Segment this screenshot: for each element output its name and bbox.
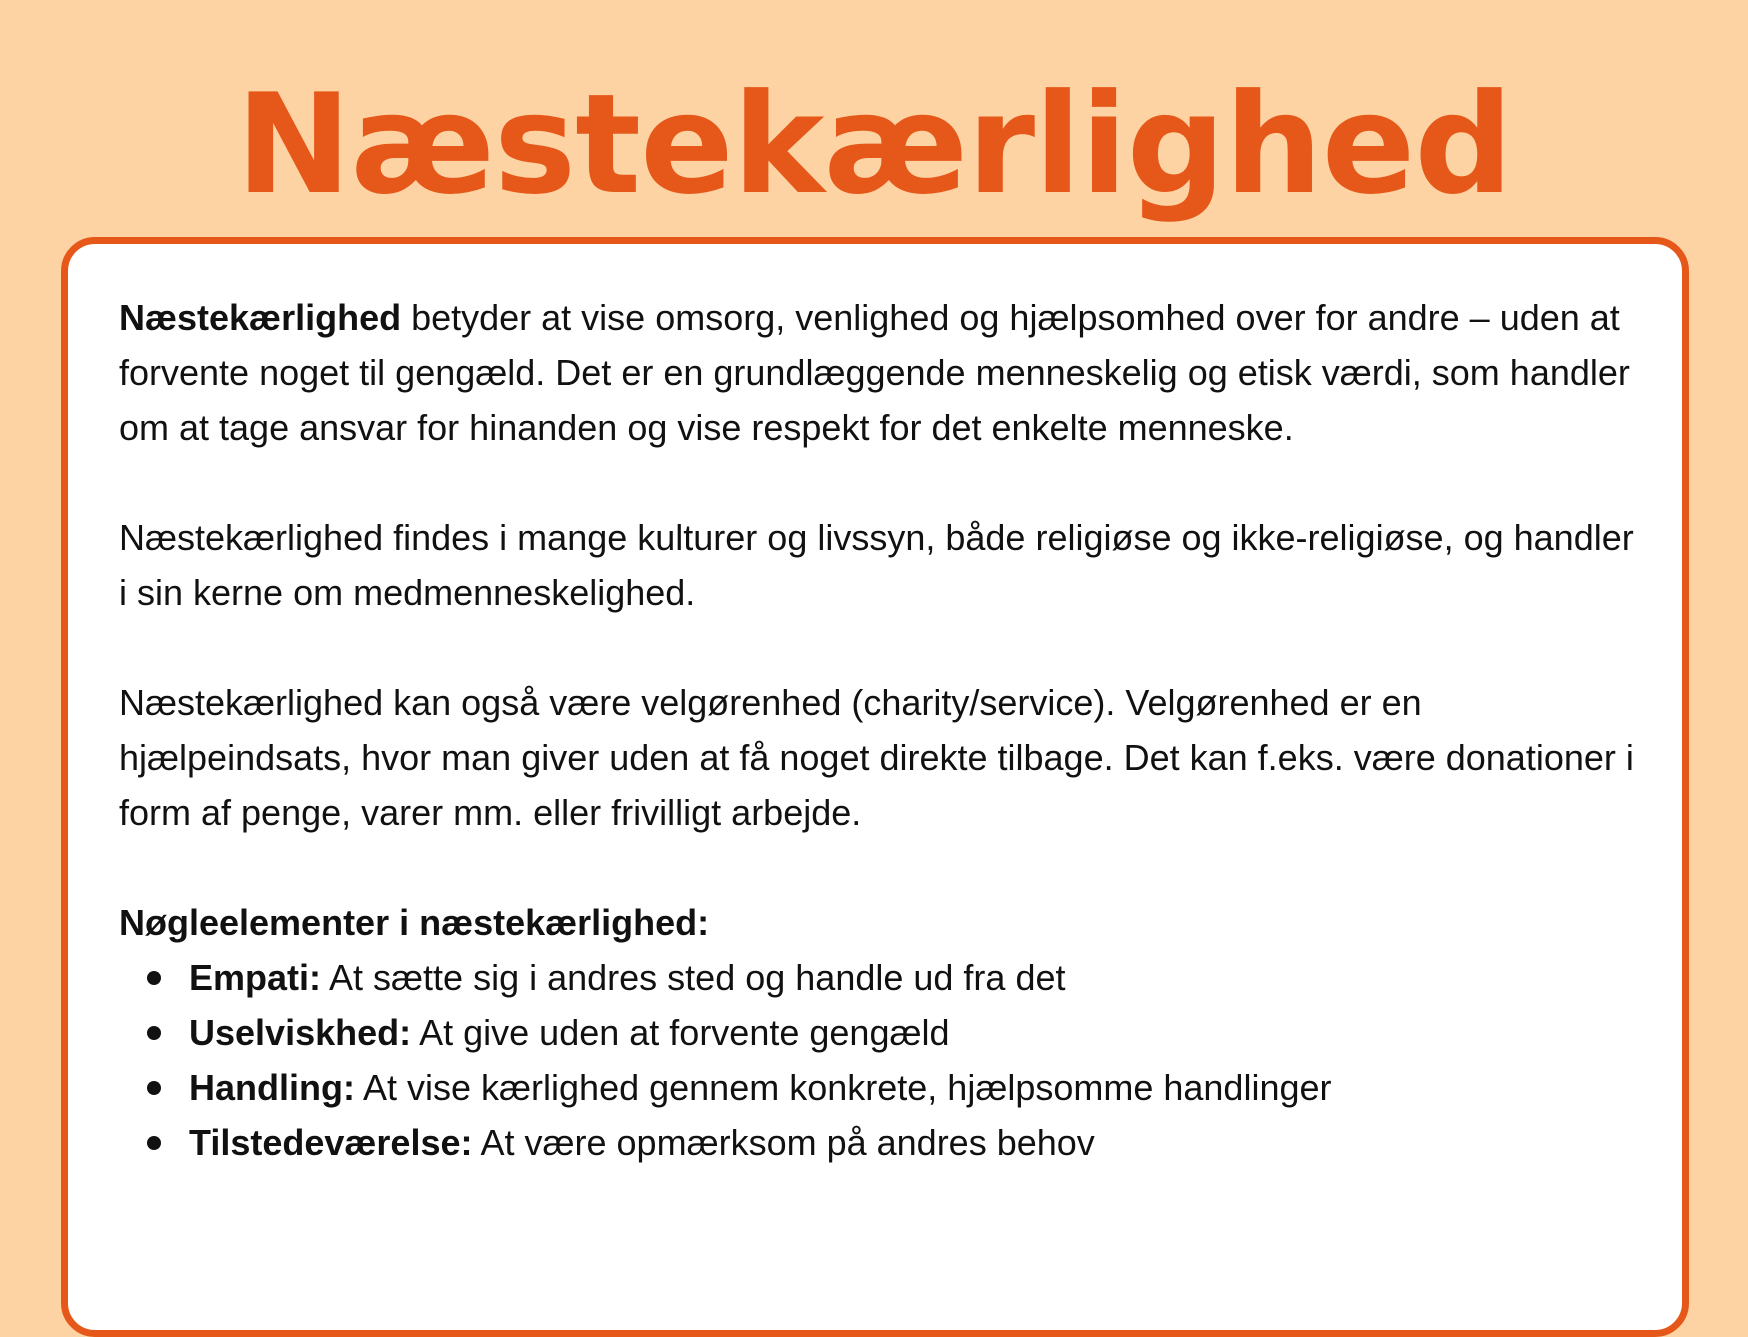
list-item-term: Handling: [189,1067,355,1108]
list-item-text: At give uden at forvente gengæld [411,1012,950,1053]
list-item-text: At sætte sig i andres sted og handle ud fra det [321,957,1066,998]
list-item-handling [119,1060,1639,1115]
list-item-term: Uselviskhed: [189,1012,412,1053]
bullet-icon [147,971,161,985]
key-elements-list [119,950,1639,1170]
list-item-tilstedevaerelse [119,1115,1639,1170]
bullet-icon [147,1081,161,1095]
bullet-icon [147,1136,161,1150]
key-elements-heading: Nøgleelementer i næstekærlighed: [119,902,710,943]
list-item-text: At vise kærlighed gennem konkrete, hjælpsomme handlinger [354,1067,1332,1108]
culture-paragraph: Næstekærlighed findes i mange kulturer og livssyn, både religiøse og ikke-religiøse, og handler i sin kerne om medmenneskelighed. [119,517,1634,613]
list-item-term: Tilstedeværelse: [189,1122,473,1163]
intro-lead: Næstekærlighed [119,297,402,338]
charity-paragraph: Næstekærlighed kan også være velgørenhed (charity/service). Velgørenhed er en hjælpeindsats, hvor man giver uden at få noget direkte tilbage. Det kan f.eks. være donationer i form af penge, varer mm. eller frivilligt arbejde. [119,682,1634,833]
bullet-icon [147,1026,161,1040]
content-card [61,237,1689,1337]
list-item-empati [119,950,1639,1005]
intro-text: betyder at vise omsorg, venlighed og hjælpsomhed over for andre – uden at forvente noget til gengæld. Det er en grundlæggende menneskelig og etisk værdi, som handler om at tage ansvar for hinanden og vise respekt for det enkelte menneske. [119,297,1630,448]
list-item-text: At være opmærksom på andres behov [472,1122,1095,1163]
list-item-term: Empati: [189,957,322,998]
card-body [119,290,1639,1170]
intro-paragraph [119,290,1639,455]
list-item-uselviskhed [119,1005,1639,1060]
page-title: Næstekærlighed [235,64,1513,225]
